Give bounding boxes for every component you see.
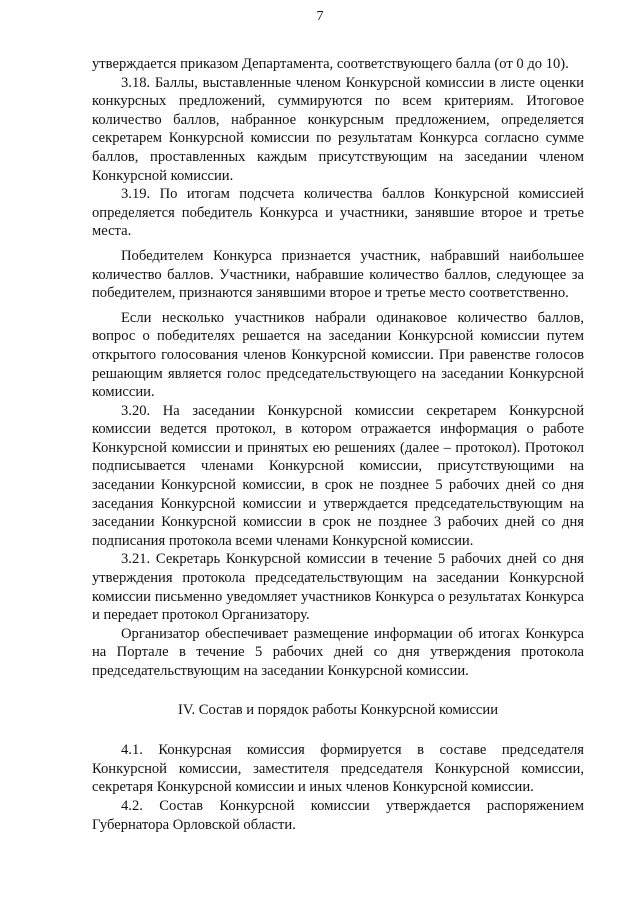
paragraph-3-19: 3.19. По итогам подсчета количества баллов Конкурсной комиссией определяется победитель Конкурса и участники, занявшие второе и третье места. [92,186,584,240]
paragraph-winner: Победителем Конкурса признается участник, набравший наибольшее количество баллов. Участники, набравшие количество баллов, следующее за победителем, признаются занявшими второе и третье место соответственно. [92,247,584,302]
paragraph-organizer: Организатор обеспечивает размещение информации об итогах Конкурса на Портале в течение 5 рабочих дней со дня утверждения протокола председательствующим на заседании Конкурсной комиссии. [92,625,584,679]
section-heading: IV. Состав и порядок работы Конкурсной комиссии [177,701,499,718]
paragraph-3-18: 3.18. Баллы, выставленные членом Конкурсной комиссии в листе оценки конкурсных предложений, суммируются по всем критериям. Итоговое количество баллов, набранное конкурсным предложением, определяется секретарем Конкурсной комиссии по результатам Конкурса согласно сумме баллов, проставленных каждым присутствующим на заседании членом Конкурсной комиссии. [92,74,584,184]
paragraph-tie: Если несколько участников набрали одинаковое количество баллов, вопрос о победителях решается на заседании Конкурсной комиссии путем открытого голосования членов Конкурсной комиссии. При равенстве голосов решающим является голос председательствующего на заседании Конкурсной комиссии. [92,309,584,401]
page-number: 7 [316,9,324,24]
paragraph-3-20: 3.20. На заседании Конкурсной комиссии секретарем Конкурсной комиссии ведется протокол, в котором отражается информация о работе Конкурсной комиссии и принятых ею решениях (далее – протокол). Протокол подписывается членами Конкурсной комиссии, присутствующими на заседании Конкурсной комиссии, в срок не позднее 5 рабочих дней со дня заседания Конкурсной комиссии и утверждается председательствующим на заседании Конкурсной комиссии в срок не позднее 3 рабочих дней со дня подписания протокола всеми членами Конкурсной комиссии. [92,402,584,549]
document-body [92,55,584,834]
paragraph-3-21: 3.21. Секретарь Конкурсной комиссии в течение 5 рабочих дней со дня утверждения протокола председательствующим на заседании Конкурсной комиссии письменно уведомляет участников Конкурса о результатах Конкурса и передает протокол Организатору. [92,551,584,624]
paragraph-4-2: 4.2. Состав Конкурсной комиссии утверждается распоряжением Губернатора Орловской области. [92,797,584,833]
paragraph-4-1: 4.1. Конкурсная комиссия формируется в составе председателя Конкурсной комиссии, заместителя председателя Конкурсной комиссии, секретаря Конкурсной комиссии и иных членов Конкурсной комиссии. [92,742,584,796]
paragraph-continuation: утверждается приказом Департамента, соответствующего балла (от 0 до 10). [92,56,569,72]
